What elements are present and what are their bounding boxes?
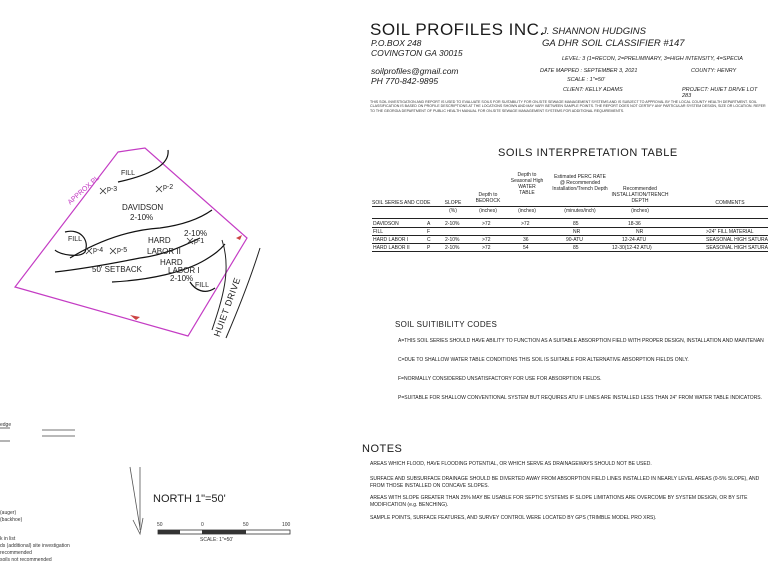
row-perc: 85 bbox=[573, 245, 579, 251]
sample-point-p5: p-5 bbox=[117, 247, 128, 254]
code-p: P=SUITABLE FOR SHALLOW CONVENTIONAL SYSTEM BUT REQUIRES ATU IF LINES ARE INSTALLED LESS THAN 24" FROM WATER TABLE INDICATORS. bbox=[398, 395, 763, 401]
row-comments: SEASONAL HIGH SATURA bbox=[706, 237, 768, 243]
sample-point-p2: p-2 bbox=[163, 184, 174, 191]
header-comments: COMMENTS bbox=[715, 200, 745, 206]
row-series: HARD LABOR I bbox=[373, 237, 409, 243]
scale-label: SCALE: 1"=50' bbox=[200, 537, 234, 543]
sample-point-marker bbox=[100, 188, 106, 194]
soil-boundary-fill-top bbox=[118, 150, 168, 182]
north-arrow-icon bbox=[130, 467, 143, 534]
unit-water: (inches) bbox=[518, 208, 536, 214]
table-rule bbox=[372, 251, 768, 252]
davidson-slope-label: 2-10% bbox=[130, 213, 154, 222]
row-slope: 2-10% bbox=[445, 237, 460, 243]
row-code: C bbox=[427, 237, 431, 243]
labor2-label: LABOR II bbox=[147, 247, 181, 256]
date-mapped: DATE MAPPED : SEPTEMBER 3, 2021 bbox=[540, 68, 638, 74]
north-scale-label: NORTH 1"=50' bbox=[153, 493, 226, 505]
legend-item: edge bbox=[0, 422, 12, 428]
header-perc-rate: Estimated PERC RATE @ Recommended Installation/Trench Depth bbox=[552, 174, 608, 192]
row-perc: 90-ATU bbox=[566, 237, 583, 243]
sample-point-p1: p-1 bbox=[194, 238, 205, 245]
unit-perc: (minutes/inch) bbox=[564, 208, 596, 214]
company-name: SOIL PROFILES INC. bbox=[370, 20, 545, 39]
table-rule bbox=[372, 243, 768, 244]
codes-title: SOIL SUITIBILITY CODES bbox=[395, 320, 498, 329]
row-bedrock: >72 bbox=[482, 245, 491, 251]
sample-point-marker bbox=[86, 248, 92, 254]
row-water: 36 bbox=[523, 237, 529, 243]
fill-right-label: FILL bbox=[195, 282, 210, 289]
table-rule bbox=[372, 227, 768, 228]
approx-pl-label: APPROX PL bbox=[66, 174, 101, 207]
scale-bar bbox=[158, 530, 290, 534]
sample-point-p4: p-4 bbox=[93, 247, 104, 254]
code-f: F=NORMALLY CONSIDERED UNSATISFACTORY FOR USE FOR ABSORPTION FIELDS. bbox=[398, 376, 602, 382]
scale-tick-1: 0 bbox=[201, 522, 204, 528]
header-slope: SLOPE bbox=[444, 200, 462, 206]
row-perc: NR bbox=[573, 229, 581, 235]
table-rule bbox=[372, 235, 768, 236]
unit-slope: (%) bbox=[449, 208, 457, 214]
county: COUNTY: HENRY bbox=[691, 68, 737, 74]
header-soil-series: SOIL SERIES AND CODE bbox=[372, 200, 431, 206]
client-name: CLIENT: KELLY ADAMS bbox=[563, 87, 623, 93]
note-item: SAMPLE POINTS, SURFACE FEATURES, AND SURVEY CONTROL WERE LOCATED BY GPS (TRIMBLE MODEL PRO XRS). bbox=[370, 515, 657, 521]
road-label: HUIET DRIVE bbox=[211, 275, 243, 339]
hard2-label: HARD bbox=[160, 258, 183, 267]
row-series: FILL bbox=[373, 229, 384, 235]
table-rule bbox=[372, 218, 768, 219]
row-install: 18-36 bbox=[628, 221, 641, 227]
sample-point-p3: p-3 bbox=[107, 186, 118, 193]
note-item: SURFACE AND SUBSURFACE DRAINAGE SHOULD BE DIVERTED AWAY FROM ABSORPTION FIELD LINES INSTALLED IN NEARLY LEVEL AREAS (0-5% SLOPE), AND FROM THOSE INSTALLED ON CONCAVE SLOPES. bbox=[370, 476, 760, 489]
arrow-icon bbox=[236, 235, 242, 240]
row-code: A bbox=[427, 221, 431, 227]
row-bedrock: >72 bbox=[482, 237, 491, 243]
classifier-name: J. SHANNON HUDGINS bbox=[542, 26, 646, 37]
company-address-line2: COVINGTON GA 30015 bbox=[371, 48, 463, 58]
row-series: DAVIDSON bbox=[373, 221, 399, 227]
header-install-depth: Recommended INSTALLATION/TRENCH DEPTH bbox=[611, 186, 669, 204]
project-name: PROJECT: HUIET DRIVE LOT 283 bbox=[682, 87, 758, 99]
site-map bbox=[0, 0, 368, 576]
table-rule bbox=[372, 206, 768, 207]
sample-point-marker bbox=[110, 248, 116, 254]
hard-label: HARD bbox=[148, 236, 171, 245]
code-c: C=DUE TO SHALLOW WATER TABLE CONDITIONS THIS SOIL IS SUITABLE FOR ALTERNATIVE ABSORPTION FIELDS ONLY. bbox=[398, 357, 689, 363]
labor1-label: LABOR I bbox=[168, 266, 200, 275]
scale-tick-3: 100 bbox=[282, 522, 291, 528]
setback-label: 50' SETBACK bbox=[92, 265, 142, 274]
row-water: >72 bbox=[521, 221, 530, 227]
row-install: 12-24-ATU bbox=[622, 237, 647, 243]
row-install: 12-30(12-42 ATU) bbox=[612, 245, 652, 251]
fill-left-label: FILL bbox=[68, 236, 83, 243]
row-water: 54 bbox=[523, 245, 529, 251]
company-phone: PH 770-842-9895 bbox=[371, 76, 439, 86]
legend-item: k in list bbox=[0, 536, 16, 542]
classifier-title: GA DHR SOIL CLASSIFIER #147 bbox=[542, 38, 685, 49]
note-item: AREAS WHICH FLOOD, HAVE FLOODING POTENTIAL, OR WHICH SERVE AS DRAINAGEWAYS SHOULD NOT BE USED. bbox=[370, 461, 652, 467]
unit-install: (inches) bbox=[631, 208, 649, 214]
row-bedrock: >72 bbox=[482, 221, 491, 227]
row-series: HARD LABOR II bbox=[373, 245, 410, 251]
legend-item: soils not recommended bbox=[0, 557, 52, 563]
legend-item: (backhoe) bbox=[0, 517, 23, 523]
legend-item: (auger) bbox=[0, 510, 17, 516]
arrow-icon bbox=[130, 315, 140, 320]
table-title: SOILS INTERPRETATION TABLE bbox=[498, 147, 678, 159]
row-comments: >24" FILL MATERIAL bbox=[706, 229, 754, 235]
fill-top-label: FILL bbox=[121, 170, 136, 177]
row-perc: 85 bbox=[573, 221, 579, 227]
row-slope: 2-10% bbox=[445, 245, 460, 251]
row-code: P bbox=[427, 245, 431, 251]
header-water-table: Depth to Seasonal High WATER TABLE bbox=[510, 172, 544, 196]
legend-item: ds (additional) site investigation bbox=[0, 543, 70, 549]
slope-bottom-label: 2-10% bbox=[170, 274, 194, 283]
report-scale: SCALE : 1"=50' bbox=[567, 77, 606, 83]
unit-bedrock: (inches) bbox=[479, 208, 497, 214]
row-comments: SEASONAL HIGH SATURA bbox=[706, 245, 768, 251]
davidson-label: DAVIDSON bbox=[122, 203, 164, 212]
header-bedrock: Depth to BEDROCK bbox=[475, 192, 501, 204]
code-a: A=THIS SOIL SERIES SHOULD HAVE ABILITY TO FUNCTION AS A SUITABLE ABSORPTION FIELD WITH PROPER DESIGN, INSTALLATION AND MAINTENAN bbox=[398, 338, 764, 344]
scale-tick-0: 50 bbox=[157, 522, 163, 528]
disclaimer-text: THIS SOIL INVESTIGATION AND REPORT IS USED TO EVALUATE SOILS FOR SUITABILITY FOR ON-SITE SEWAGE MANAGEMENT SYSTEMS AND IS SUBJECT TO APPROVAL BY THE LOCAL COUNTY HEALTH DEPARTMENT. SOIL CLASSIFICATION IS BASED ON PROFILE DESCRIPTIONS AT THE LOCATIONS SHOWN AND MAY VARY BETWEEN SAMPLE POINTS. THE REPORT DOES NOT CERTIFY ANY PARTICULAR SYSTEM DESIGN, SIZE OR LOCATION. REFER TO THE GEORGIA DEPARTMENT OF PUBLIC HEALTH MANUAL FOR ON-SITE SEWAGE MANAGEMENT SYSTEMS FOR ADDITIONAL REQUIREMENTS. bbox=[370, 100, 766, 113]
sample-point-marker bbox=[156, 186, 162, 192]
row-slope: 2-10% bbox=[445, 221, 460, 227]
row-install: NR bbox=[636, 229, 644, 235]
report-level: LEVEL: 3 (1=RECON, 2=PRELIMINARY, 3=HIGH INTENSITY, 4=SPECIA bbox=[562, 56, 743, 62]
note-item: AREAS WITH SLOPE GREATER THAN 25% MAY BE USABLE FOR SEPTIC SYSTEMS IF SLOPE LIMITATIONS ARE OVERCOME BY SYSTEM DESIGN, OR BY SITE MODIFICATION (e.g. BENCHING). bbox=[370, 495, 748, 508]
row-code: F bbox=[427, 229, 431, 235]
notes-title: NOTES bbox=[362, 443, 403, 455]
company-address-line1: P.O.BOX 248 bbox=[371, 38, 422, 48]
scale-tick-2: 50 bbox=[243, 522, 249, 528]
legend-item: recommended bbox=[0, 550, 32, 556]
company-email: soilprofiles@gmail.com bbox=[371, 66, 459, 76]
slope-right-label: 2-10% bbox=[184, 229, 208, 238]
